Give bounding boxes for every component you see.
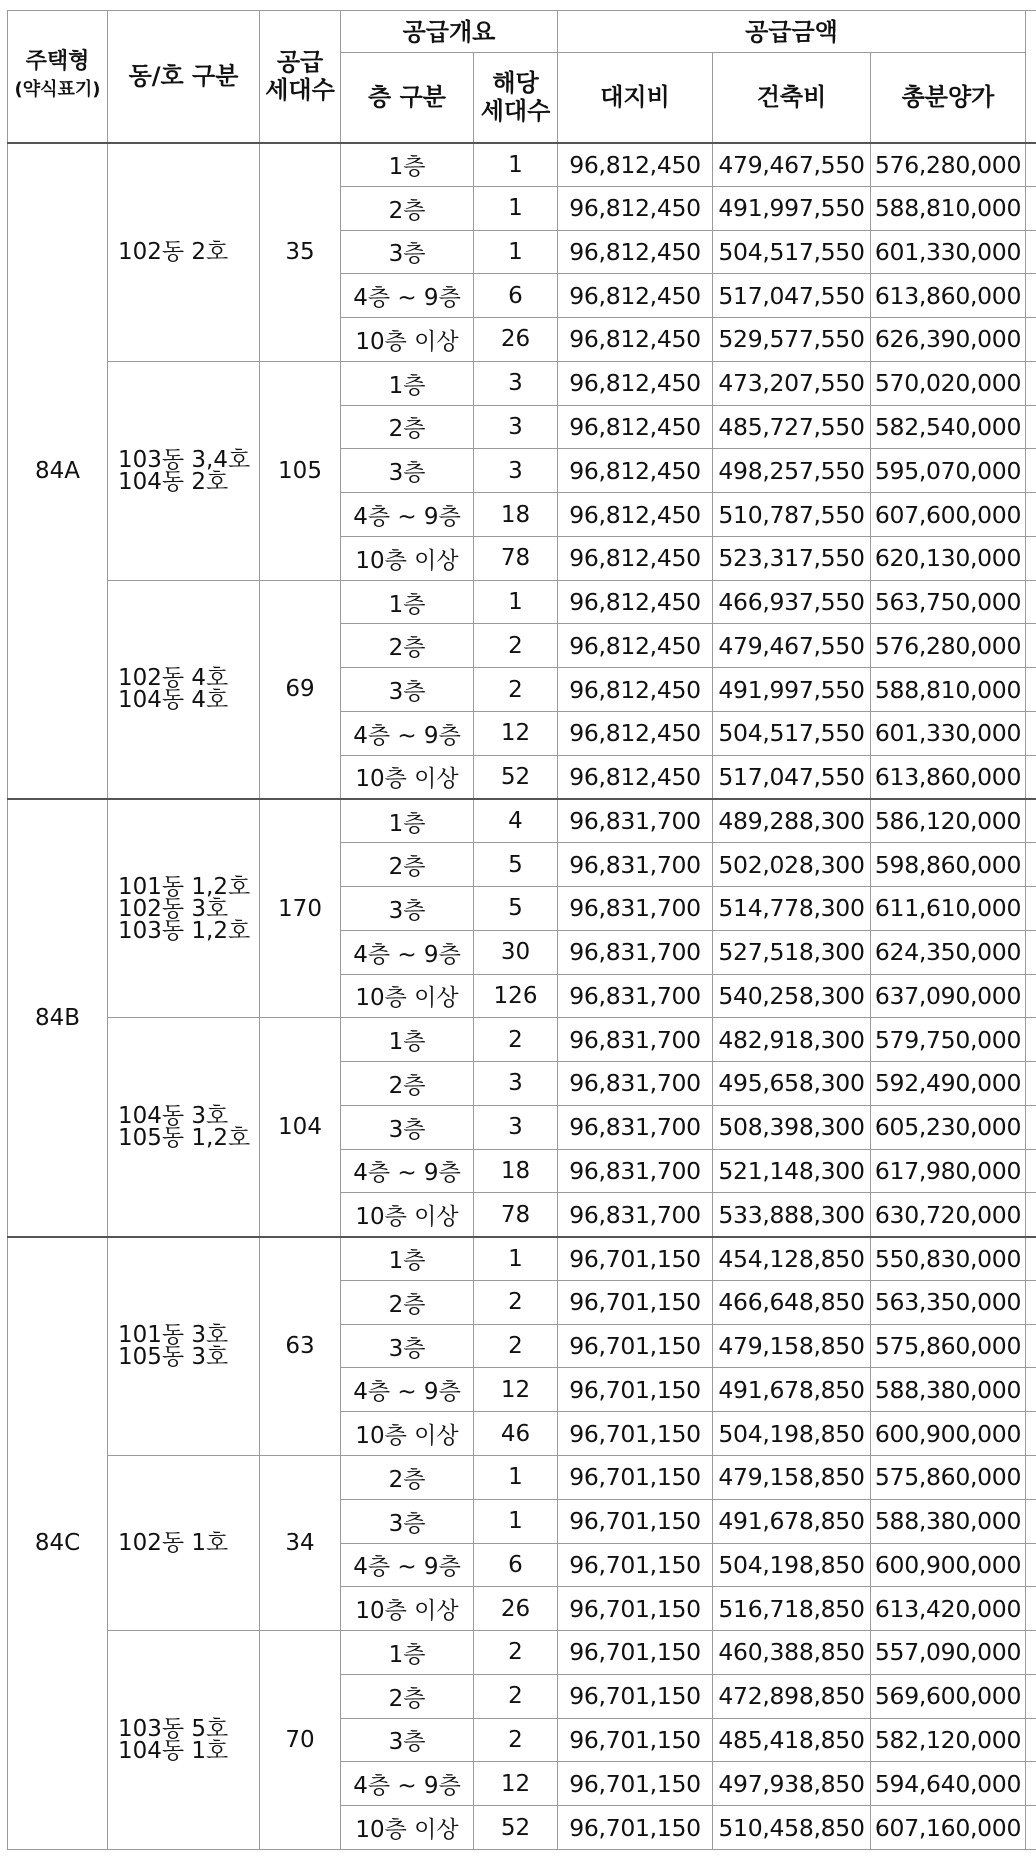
- building-price-cell: 540,258,300: [713, 974, 871, 1018]
- dong-ho-line: 103동 3,4호: [118, 446, 251, 473]
- header-supply-price: 공급금액: [558, 11, 1026, 53]
- floor-cell: 10층 이상: [341, 1806, 474, 1850]
- cut-column-cell: [1026, 755, 1036, 799]
- households-cell: 2: [474, 1674, 558, 1718]
- cut-column-cell: [1026, 1718, 1036, 1762]
- land-price-cell: 96,701,150: [558, 1543, 713, 1587]
- table-row: [8, 799, 1036, 843]
- total-price-cell: 576,280,000: [871, 143, 1026, 187]
- land-price-cell: 96,701,150: [558, 1237, 713, 1281]
- cut-column-cell: [1026, 668, 1036, 712]
- header-dong-ho: 동/호 구분: [108, 11, 260, 143]
- total-price-cell: 575,860,000: [871, 1455, 1026, 1499]
- building-price-cell: 497,938,850: [713, 1762, 871, 1806]
- households-cell: 5: [474, 887, 558, 931]
- total-price-cell: 611,610,000: [871, 887, 1026, 931]
- dong-ho-line: 101동 3호: [118, 1322, 229, 1349]
- total-price-cell: 607,600,000: [871, 493, 1026, 537]
- floor-cell: 3층: [341, 1105, 474, 1149]
- total-price-cell: 613,860,000: [871, 274, 1026, 318]
- households-cell: 1: [474, 143, 558, 187]
- total-price-cell: 613,860,000: [871, 755, 1026, 799]
- land-price-cell: 96,701,150: [558, 1324, 713, 1368]
- total-price-cell: 588,810,000: [871, 186, 1026, 230]
- land-price-cell: 96,812,450: [558, 274, 713, 318]
- floor-cell: 2층: [341, 1455, 474, 1499]
- supply-price-table: [7, 10, 1036, 1850]
- cut-column-cell: [1026, 361, 1036, 405]
- total-price-cell: 637,090,000: [871, 974, 1026, 1018]
- floor-cell: 4층 ~ 9층: [341, 711, 474, 755]
- cut-column-cell: [1026, 143, 1036, 187]
- households-cell: 46: [474, 1412, 558, 1456]
- households-cell: 1: [474, 186, 558, 230]
- dong-ho-line: 104동 1호: [118, 1738, 229, 1765]
- households-cell: 2: [474, 1324, 558, 1368]
- households-cell: 2: [474, 668, 558, 712]
- floor-cell: 10층 이상: [341, 1193, 474, 1237]
- building-price-cell: 472,898,850: [713, 1674, 871, 1718]
- land-price-cell: 96,701,150: [558, 1587, 713, 1631]
- dong-ho-cell: [108, 1455, 260, 1630]
- households-cell: 4: [474, 799, 558, 843]
- dong-ho-line: 104동 4호: [118, 687, 229, 714]
- total-price-cell: 595,070,000: [871, 449, 1026, 493]
- dong-ho-line: 102동 3호: [118, 895, 229, 922]
- header-supply-overview: 공급개요: [341, 11, 558, 53]
- total-price-cell: 601,330,000: [871, 711, 1026, 755]
- cut-column-cell: [1026, 1324, 1036, 1368]
- building-price-cell: 523,317,550: [713, 536, 871, 580]
- floor-cell: 10층 이상: [341, 755, 474, 799]
- supply-units-cell: 105: [260, 361, 341, 580]
- households-cell: 18: [474, 493, 558, 537]
- cut-column-cell: [1026, 1806, 1036, 1850]
- households-cell: 12: [474, 711, 558, 755]
- building-price-cell: 498,257,550: [713, 449, 871, 493]
- cut-column-cell: [1026, 274, 1036, 318]
- land-price-cell: 96,701,150: [558, 1368, 713, 1412]
- floor-cell: 1층: [341, 1631, 474, 1675]
- floor-cell: 1층: [341, 143, 474, 187]
- households-cell: 2: [474, 1631, 558, 1675]
- land-price-cell: 96,812,450: [558, 230, 713, 274]
- floor-cell: 2층: [341, 1674, 474, 1718]
- land-price-cell: 96,812,450: [558, 493, 713, 537]
- floor-cell: 10층 이상: [341, 1412, 474, 1456]
- cut-column-cell: [1026, 843, 1036, 887]
- table-row: [8, 361, 1036, 405]
- total-price-cell: 550,830,000: [871, 1237, 1026, 1281]
- land-price-cell: 96,831,700: [558, 1062, 713, 1106]
- land-price-cell: 96,831,700: [558, 887, 713, 931]
- total-price-cell: 582,120,000: [871, 1718, 1026, 1762]
- floor-cell: 1층: [341, 1018, 474, 1062]
- building-price-cell: 491,997,550: [713, 186, 871, 230]
- building-price-cell: 517,047,550: [713, 274, 871, 318]
- floor-cell: 2층: [341, 405, 474, 449]
- land-price-cell: 96,701,150: [558, 1674, 713, 1718]
- floor-cell: 3층: [341, 668, 474, 712]
- building-price-cell: 502,028,300: [713, 843, 871, 887]
- header-type: [8, 11, 108, 143]
- land-price-cell: 96,701,150: [558, 1280, 713, 1324]
- header-supply-units: 공급 세대수: [260, 11, 341, 143]
- floor-cell: 3층: [341, 230, 474, 274]
- dong-ho-cell: [108, 1631, 260, 1850]
- total-price-cell: 563,750,000: [871, 580, 1026, 624]
- total-price-cell: 630,720,000: [871, 1193, 1026, 1237]
- total-price-cell: 617,980,000: [871, 1149, 1026, 1193]
- total-price-cell: 624,350,000: [871, 930, 1026, 974]
- land-price-cell: 96,812,450: [558, 405, 713, 449]
- floor-cell: 2층: [341, 843, 474, 887]
- land-price-cell: 96,701,150: [558, 1762, 713, 1806]
- land-price-cell: 96,812,450: [558, 668, 713, 712]
- table-row: [8, 1455, 1036, 1499]
- cut-column-cell: [1026, 1631, 1036, 1675]
- dong-ho-line: 102동 4호: [118, 665, 229, 692]
- building-price-cell: 473,207,550: [713, 361, 871, 405]
- building-price-cell: 504,198,850: [713, 1412, 871, 1456]
- total-price-cell: 594,640,000: [871, 1762, 1026, 1806]
- cut-column-cell: [1026, 1193, 1036, 1237]
- land-price-cell: 96,701,150: [558, 1499, 713, 1543]
- cut-column-cell: [1026, 1499, 1036, 1543]
- total-price-cell: 626,390,000: [871, 318, 1026, 362]
- cut-column-cell: [1026, 493, 1036, 537]
- floor-cell: 4층 ~ 9층: [341, 930, 474, 974]
- building-price-cell: 479,467,550: [713, 143, 871, 187]
- households-cell: 1: [474, 580, 558, 624]
- building-price-cell: 485,727,550: [713, 405, 871, 449]
- building-price-cell: 466,648,850: [713, 1280, 871, 1324]
- total-price-cell: 586,120,000: [871, 799, 1026, 843]
- cut-column-cell: [1026, 1149, 1036, 1193]
- dong-ho-line: 103동 1,2호: [118, 917, 251, 944]
- cut-column-cell: [1026, 1280, 1036, 1324]
- building-price-cell: 489,288,300: [713, 799, 871, 843]
- building-price-cell: 521,148,300: [713, 1149, 871, 1193]
- land-price-cell: 96,831,700: [558, 1149, 713, 1193]
- land-price-cell: 96,701,150: [558, 1718, 713, 1762]
- land-price-cell: 96,812,450: [558, 711, 713, 755]
- land-price-cell: 96,812,450: [558, 449, 713, 493]
- households-cell: 1: [474, 1499, 558, 1543]
- header-households: 해당 세대수: [474, 53, 558, 143]
- households-cell: 3: [474, 449, 558, 493]
- households-cell: 5: [474, 843, 558, 887]
- building-price-cell: 491,678,850: [713, 1499, 871, 1543]
- total-price-cell: 588,380,000: [871, 1499, 1026, 1543]
- table-row: [8, 580, 1036, 624]
- header-land: 대지비: [558, 53, 713, 143]
- cut-column-cell: [1026, 1674, 1036, 1718]
- housing-type-cell: 84B: [8, 799, 108, 1237]
- cut-column-cell: [1026, 318, 1036, 362]
- land-price-cell: 96,812,450: [558, 318, 713, 362]
- dong-ho-cell: [108, 361, 260, 580]
- building-price-cell: 466,937,550: [713, 580, 871, 624]
- cut-column-cell: [1026, 930, 1036, 974]
- supply-units-cell: 104: [260, 1018, 341, 1237]
- cut-column-cell: [1026, 1105, 1036, 1149]
- cut-column-cell: [1026, 1412, 1036, 1456]
- building-price-cell: 479,158,850: [713, 1324, 871, 1368]
- supply-units-cell: 34: [260, 1455, 341, 1630]
- floor-cell: 3층: [341, 1499, 474, 1543]
- households-cell: 2: [474, 1018, 558, 1062]
- cut-column-cell: [1026, 1368, 1036, 1412]
- table-row: [8, 143, 1036, 187]
- header-total: 총분양가: [871, 53, 1026, 143]
- total-price-cell: 620,130,000: [871, 536, 1026, 580]
- households-cell: 1: [474, 230, 558, 274]
- households-cell: 26: [474, 318, 558, 362]
- floor-cell: 4층 ~ 9층: [341, 1149, 474, 1193]
- cut-column-cell: [1026, 230, 1036, 274]
- households-cell: 78: [474, 1193, 558, 1237]
- total-price-cell: 563,350,000: [871, 1280, 1026, 1324]
- households-cell: 1: [474, 1455, 558, 1499]
- cut-column-cell: [1026, 887, 1036, 931]
- supply-units-cell: 170: [260, 799, 341, 1018]
- households-cell: 3: [474, 1105, 558, 1149]
- cut-column-cell: [1026, 449, 1036, 493]
- header-cut-column: [1026, 11, 1036, 143]
- floor-cell: 3층: [341, 887, 474, 931]
- cut-column-cell: [1026, 1543, 1036, 1587]
- dong-ho-line: 102동 2호: [118, 239, 229, 266]
- dong-ho-cell: [108, 1018, 260, 1237]
- cut-column-cell: [1026, 1455, 1036, 1499]
- cut-column-cell: [1026, 405, 1036, 449]
- land-price-cell: 96,812,450: [558, 361, 713, 405]
- building-price-cell: 495,658,300: [713, 1062, 871, 1106]
- households-cell: 78: [474, 536, 558, 580]
- total-price-cell: 600,900,000: [871, 1543, 1026, 1587]
- land-price-cell: 96,812,450: [558, 755, 713, 799]
- housing-type-cell: 84C: [8, 1237, 108, 1850]
- land-price-cell: 96,831,700: [558, 1018, 713, 1062]
- dong-ho-line: 105동 1,2호: [118, 1124, 251, 1151]
- building-price-cell: 482,918,300: [713, 1018, 871, 1062]
- cut-column-cell: [1026, 711, 1036, 755]
- floor-cell: 4층 ~ 9층: [341, 1543, 474, 1587]
- land-price-cell: 96,701,150: [558, 1631, 713, 1675]
- cut-column-cell: [1026, 536, 1036, 580]
- dong-ho-line: 104동 3호: [118, 1102, 229, 1129]
- households-cell: 2: [474, 1280, 558, 1324]
- cut-column-cell: [1026, 1587, 1036, 1631]
- building-price-cell: 510,458,850: [713, 1806, 871, 1850]
- floor-cell: 10층 이상: [341, 1587, 474, 1631]
- dong-ho-cell: [108, 799, 260, 1018]
- building-price-cell: 504,198,850: [713, 1543, 871, 1587]
- households-cell: 6: [474, 274, 558, 318]
- total-price-cell: 600,900,000: [871, 1412, 1026, 1456]
- land-price-cell: 96,812,450: [558, 536, 713, 580]
- dong-ho-line: 105동 3호: [118, 1344, 229, 1371]
- building-price-cell: 516,718,850: [713, 1587, 871, 1631]
- floor-cell: 4층 ~ 9층: [341, 1368, 474, 1412]
- table-row: [8, 1018, 1036, 1062]
- floor-cell: 10층 이상: [341, 974, 474, 1018]
- total-price-cell: 575,860,000: [871, 1324, 1026, 1368]
- land-price-cell: 96,701,150: [558, 1455, 713, 1499]
- building-price-cell: 529,577,550: [713, 318, 871, 362]
- floor-cell: 3층: [341, 1718, 474, 1762]
- building-price-cell: 460,388,850: [713, 1631, 871, 1675]
- building-price-cell: 527,518,300: [713, 930, 871, 974]
- land-price-cell: 96,812,450: [558, 143, 713, 187]
- dong-ho-cell: [108, 1237, 260, 1456]
- land-price-cell: 96,812,450: [558, 186, 713, 230]
- households-cell: 26: [474, 1587, 558, 1631]
- floor-cell: 4층 ~ 9층: [341, 493, 474, 537]
- header-floor: 층 구분: [341, 53, 474, 143]
- table-row: [8, 1237, 1036, 1281]
- cut-column-cell: [1026, 1018, 1036, 1062]
- floor-cell: 3층: [341, 1324, 474, 1368]
- floor-cell: 2층: [341, 1280, 474, 1324]
- floor-cell: 1층: [341, 1237, 474, 1281]
- land-price-cell: 96,812,450: [558, 580, 713, 624]
- building-price-cell: 533,888,300: [713, 1193, 871, 1237]
- building-price-cell: 508,398,300: [713, 1105, 871, 1149]
- land-price-cell: 96,831,700: [558, 1105, 713, 1149]
- building-price-cell: 517,047,550: [713, 755, 871, 799]
- header-building: 건축비: [713, 53, 871, 143]
- supply-units-cell: 63: [260, 1237, 341, 1456]
- households-cell: 52: [474, 755, 558, 799]
- total-price-cell: 605,230,000: [871, 1105, 1026, 1149]
- total-price-cell: 613,420,000: [871, 1587, 1026, 1631]
- land-price-cell: 96,831,700: [558, 843, 713, 887]
- building-price-cell: 454,128,850: [713, 1237, 871, 1281]
- dong-ho-line: 102동 1호: [118, 1530, 229, 1556]
- table-row: [8, 1631, 1036, 1675]
- land-price-cell: 96,701,150: [558, 1806, 713, 1850]
- households-cell: 1: [474, 1237, 558, 1281]
- total-price-cell: 557,090,000: [871, 1631, 1026, 1675]
- building-price-cell: 491,678,850: [713, 1368, 871, 1412]
- housing-type-cell: 84A: [8, 143, 108, 799]
- building-price-cell: 514,778,300: [713, 887, 871, 931]
- total-price-cell: 592,490,000: [871, 1062, 1026, 1106]
- households-cell: 6: [474, 1543, 558, 1587]
- cut-column-cell: [1026, 799, 1036, 843]
- land-price-cell: 96,831,700: [558, 930, 713, 974]
- cut-column-cell: [1026, 580, 1036, 624]
- floor-cell: 10층 이상: [341, 318, 474, 362]
- table-header: [8, 11, 1036, 143]
- households-cell: 12: [474, 1762, 558, 1806]
- total-price-cell: 588,380,000: [871, 1368, 1026, 1412]
- cut-column-cell: [1026, 1762, 1036, 1806]
- building-price-cell: 504,517,550: [713, 711, 871, 755]
- building-price-cell: 485,418,850: [713, 1718, 871, 1762]
- floor-cell: 3층: [341, 449, 474, 493]
- total-price-cell: 576,280,000: [871, 624, 1026, 668]
- households-cell: 2: [474, 1718, 558, 1762]
- floor-cell: 1층: [341, 580, 474, 624]
- households-cell: 30: [474, 930, 558, 974]
- dong-ho-line: 101동 1,2호: [118, 873, 251, 900]
- floor-cell: 2층: [341, 1062, 474, 1106]
- total-price-cell: 570,020,000: [871, 361, 1026, 405]
- header-type-label: 주택형: [25, 49, 90, 75]
- land-price-cell: 96,831,700: [558, 974, 713, 1018]
- header-type-sub: (약식표기): [14, 79, 101, 101]
- building-price-cell: 479,158,850: [713, 1455, 871, 1499]
- floor-cell: 4층 ~ 9층: [341, 274, 474, 318]
- building-price-cell: 510,787,550: [713, 493, 871, 537]
- households-cell: 3: [474, 405, 558, 449]
- households-cell: 126: [474, 974, 558, 1018]
- households-cell: 2: [474, 624, 558, 668]
- households-cell: 18: [474, 1149, 558, 1193]
- total-price-cell: 607,160,000: [871, 1806, 1026, 1850]
- floor-cell: 2층: [341, 624, 474, 668]
- dong-ho-line: 103동 5호: [118, 1716, 229, 1743]
- floor-cell: 1층: [341, 799, 474, 843]
- building-price-cell: 491,997,550: [713, 668, 871, 712]
- building-price-cell: 479,467,550: [713, 624, 871, 668]
- households-cell: 3: [474, 1062, 558, 1106]
- dong-ho-line: 104동 2호: [118, 468, 229, 495]
- land-price-cell: 96,701,150: [558, 1412, 713, 1456]
- floor-cell: 10층 이상: [341, 536, 474, 580]
- households-cell: 3: [474, 361, 558, 405]
- cut-column-cell: [1026, 186, 1036, 230]
- floor-cell: 1층: [341, 361, 474, 405]
- cut-column-cell: [1026, 974, 1036, 1018]
- floor-cell: 2층: [341, 186, 474, 230]
- building-price-cell: 504,517,550: [713, 230, 871, 274]
- cut-column-cell: [1026, 1062, 1036, 1106]
- supply-units-cell: 70: [260, 1631, 341, 1850]
- dong-ho-cell: [108, 143, 260, 362]
- households-cell: 52: [474, 1806, 558, 1850]
- total-price-cell: 588,810,000: [871, 668, 1026, 712]
- land-price-cell: 96,812,450: [558, 624, 713, 668]
- land-price-cell: 96,831,700: [558, 1193, 713, 1237]
- supply-units-cell: 35: [260, 143, 341, 362]
- households-cell: 12: [474, 1368, 558, 1412]
- total-price-cell: 598,860,000: [871, 843, 1026, 887]
- dong-ho-cell: [108, 580, 260, 799]
- total-price-cell: 582,540,000: [871, 405, 1026, 449]
- supply-units-cell: 69: [260, 580, 341, 799]
- total-price-cell: 579,750,000: [871, 1018, 1026, 1062]
- total-price-cell: 569,600,000: [871, 1674, 1026, 1718]
- cut-column-cell: [1026, 1237, 1036, 1281]
- cut-column-cell: [1026, 624, 1036, 668]
- table-body: [8, 143, 1036, 1850]
- total-price-cell: 601,330,000: [871, 230, 1026, 274]
- floor-cell: 4층 ~ 9층: [341, 1762, 474, 1806]
- land-price-cell: 96,831,700: [558, 799, 713, 843]
